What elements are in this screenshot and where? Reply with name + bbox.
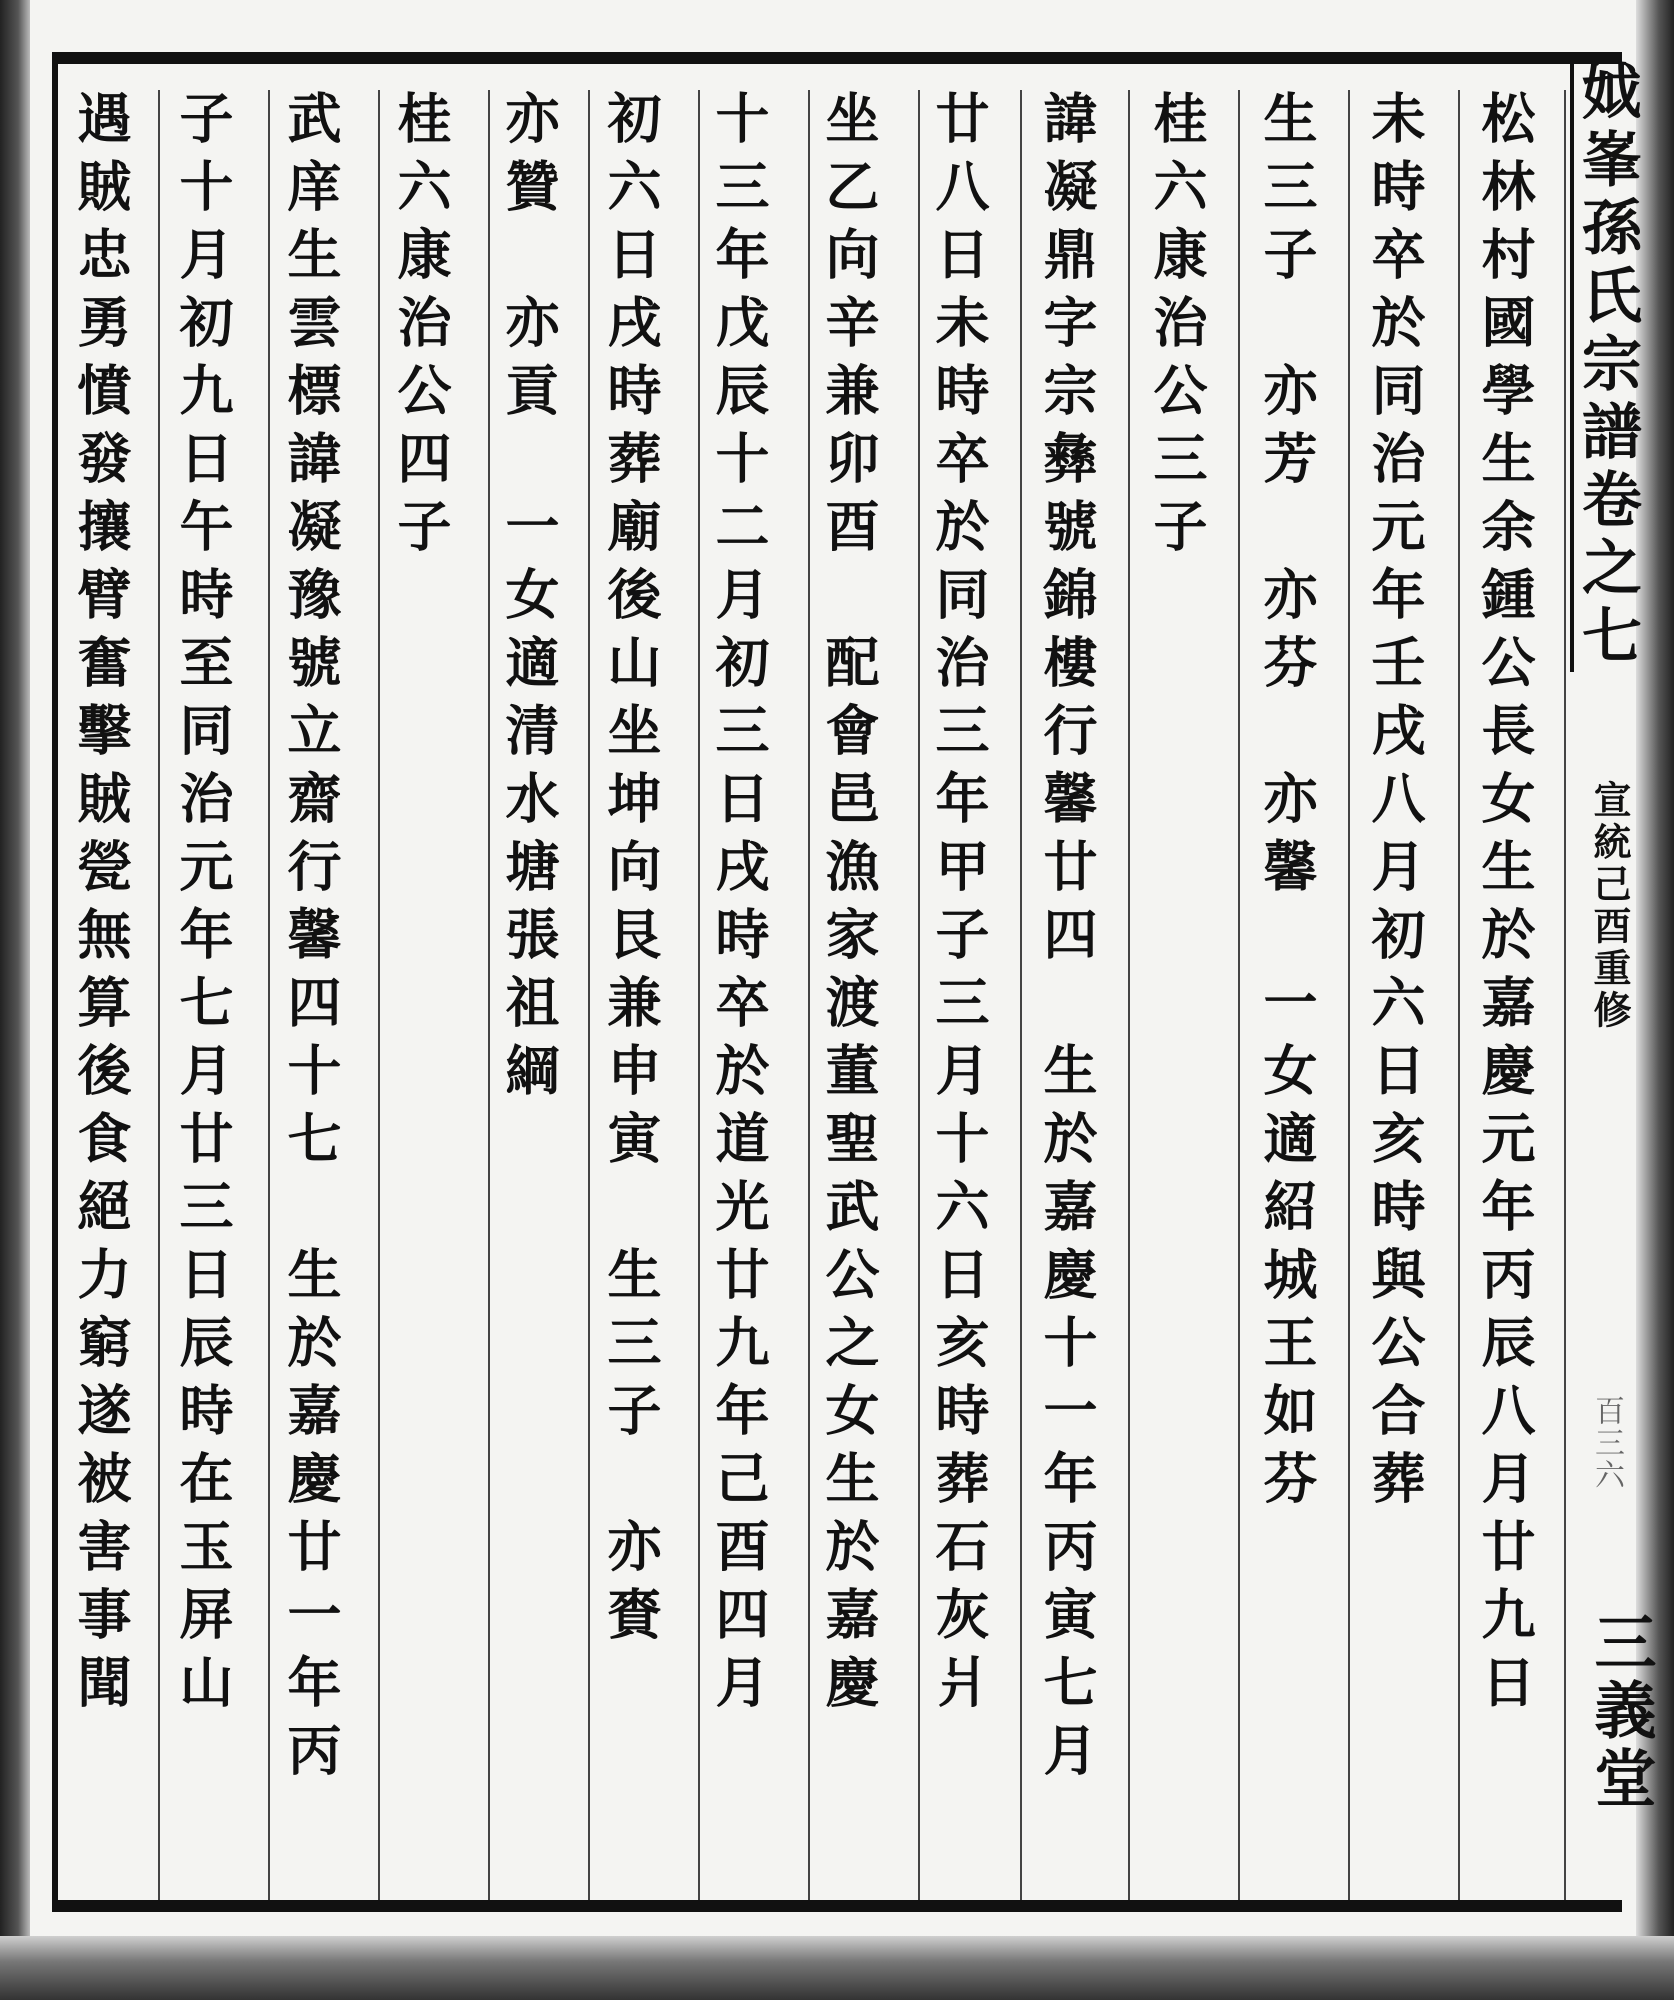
text-column: 松林村國學生余鍾公長女生於嘉慶元年丙辰八月廿九日 (1473, 90, 1537, 1722)
column-rule (588, 90, 590, 1900)
text-column: 武庠生雲標諱凝豫號立齋行馨四十七 生於嘉慶廿一年丙 (279, 90, 343, 1790)
edition-note: 宣統己酉重修 (1587, 780, 1632, 1032)
text-column: 未時卒於同治元年壬戌八月初六日亥時與公合葬 (1363, 90, 1427, 1518)
column-rule (698, 90, 700, 1900)
column-rule (918, 90, 920, 1900)
column-rule (268, 90, 270, 1900)
text-column: 生三子 亦芳 亦芬 亦馨 一女適紹城王如芬 (1255, 90, 1319, 1518)
section-heading: 桂六康治公四子 (389, 90, 453, 566)
column-rule (808, 90, 810, 1900)
genealogy-title (1570, 60, 1650, 672)
hall-name: 三義堂 (1584, 1610, 1657, 1814)
column-rule (158, 90, 160, 1900)
page-number: 百三六 (1589, 1395, 1624, 1491)
text-column: 諱凝鼎字宗彝號錦樓行馨廿四 生於嘉慶十一年丙寅七月 (1035, 90, 1099, 1790)
column-rule (1238, 90, 1240, 1900)
book-gutter-edge (0, 0, 30, 2000)
text-column: 十三年戊辰十二月初三日戌時卒於道光廿九年己酉四月 (707, 90, 771, 1722)
column-rule (1020, 90, 1022, 1900)
column-rule (1348, 90, 1350, 1900)
section-heading: 桂六康治公三子 (1145, 90, 1209, 566)
text-column: 廿八日未時卒於同治三年甲子三月十六日亥時葬石灰爿 (927, 90, 991, 1722)
text-column: 初六日戌時葬廟後山坐坤向艮兼申寅 生三子 亦賚 (599, 90, 663, 1654)
text-column: 子十月初九日午時至同治元年七月廿三日辰時在玉屏山 (171, 90, 235, 1722)
column-rule (1458, 90, 1460, 1900)
column-rule (378, 90, 380, 1900)
text-column: 遇賊忠勇憤發攘臂奮擊賊甇無算後食絕力窮遂被害事聞 (69, 90, 133, 1722)
title-text: 𡛟峯孫氏宗譜 (1572, 60, 1642, 468)
column-rule (1128, 90, 1130, 1900)
bottom-page-edge (0, 1936, 1674, 2000)
volume-text: 卷之七 (1572, 468, 1642, 672)
text-column: 坐乙向辛兼卯酉 配會邑漁家渡董聖武公之女生於嘉慶 (817, 90, 881, 1722)
column-rule (488, 90, 490, 1900)
text-column: 亦贊 亦貢 一女適清水塘張祖綱 (497, 90, 561, 1110)
